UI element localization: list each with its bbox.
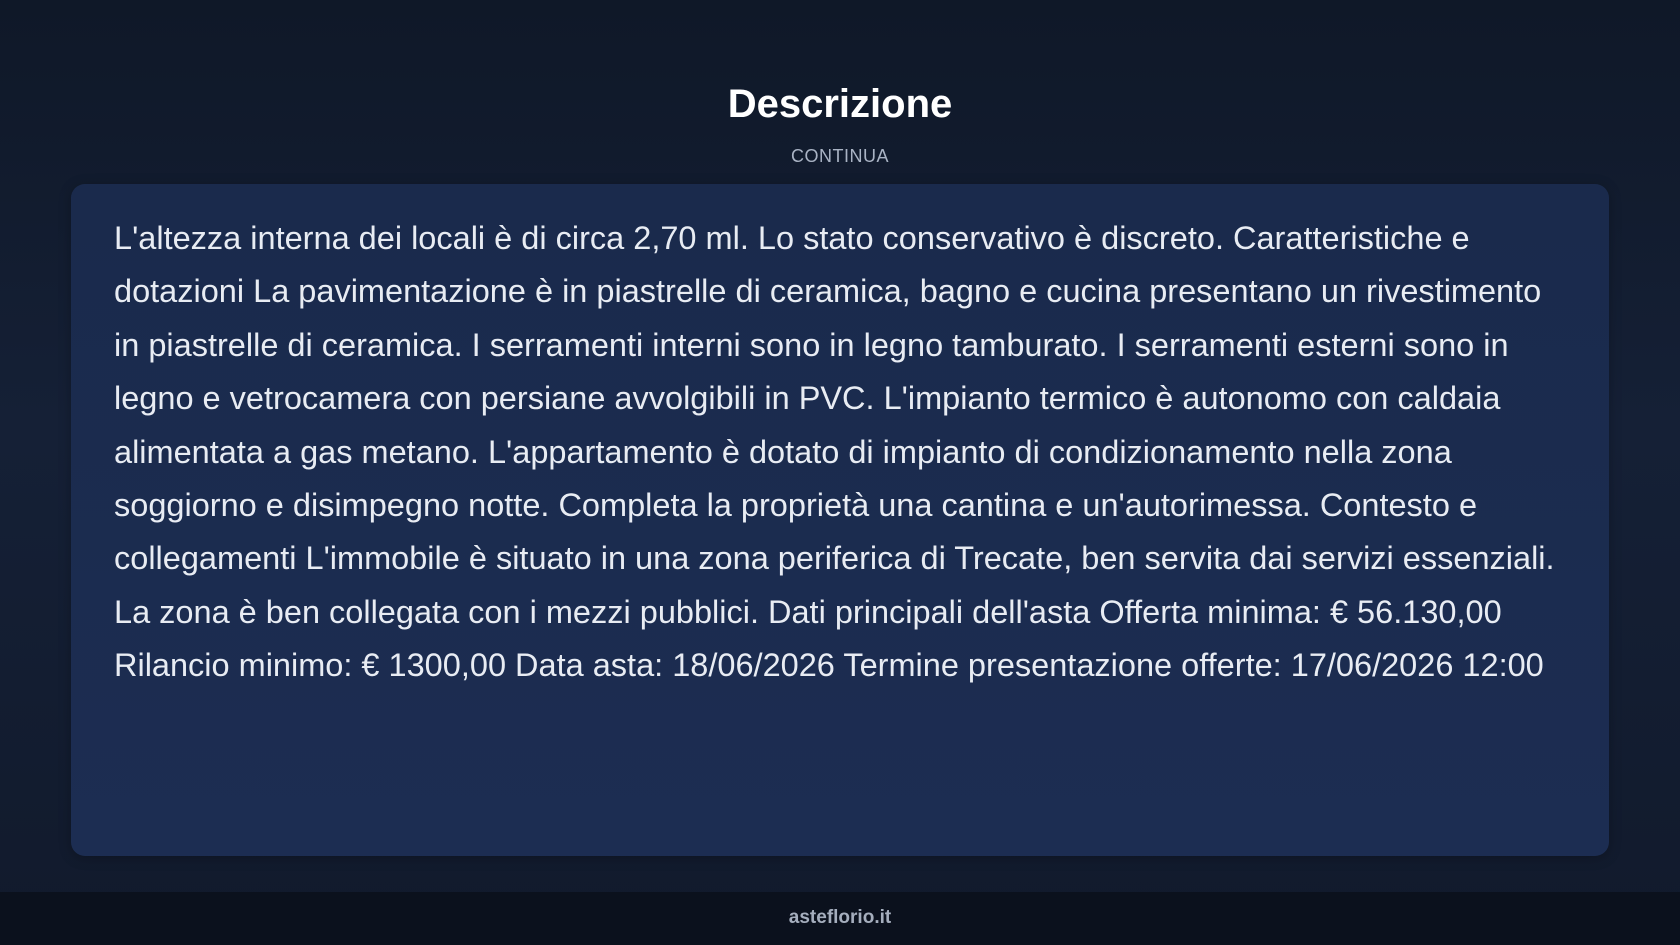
description-text: L'altezza interna dei locali è di circa 2,70 ml. Lo stato conservativo è discreto. Caratteristiche e dotazioni La pavimentazione è in piastrelle di ceramica, bagno e cucina presentano un rivestimento in piastrelle di ceramica. I serramenti interni sono in legno tamburato. I serramenti esterni sono in legno e vetrocamera con persiane avvolgibili in PVC. L'impianto termico è autonomo con caldaia alimentata a gas metano. L'appartamento è dotato di impianto di condizionamento nella zona soggiorno e disimpegno notte. Completa la proprietà una cantina e un'autorimessa. Contesto e collegamenti L'immobile è situato in una zona periferica di Trecate, ben servita dai servizi essenziali. La zona è ben collegata con i mezzi pubblici. Dati principali dell'asta Offerta minima: € 56.130,00 Rilancio minimo: € 1300,00 Data asta: 18/06/2026 Termine presentazione offerte: 17/06/2026 12:00 <box>114 220 1555 684</box>
footer-site-name: asteflorio.it <box>788 907 892 928</box>
description-card <box>71 184 1609 856</box>
continued-label: CONTINUA <box>791 146 889 166</box>
page-title: Descrizione <box>727 82 953 126</box>
footer <box>0 892 1680 945</box>
